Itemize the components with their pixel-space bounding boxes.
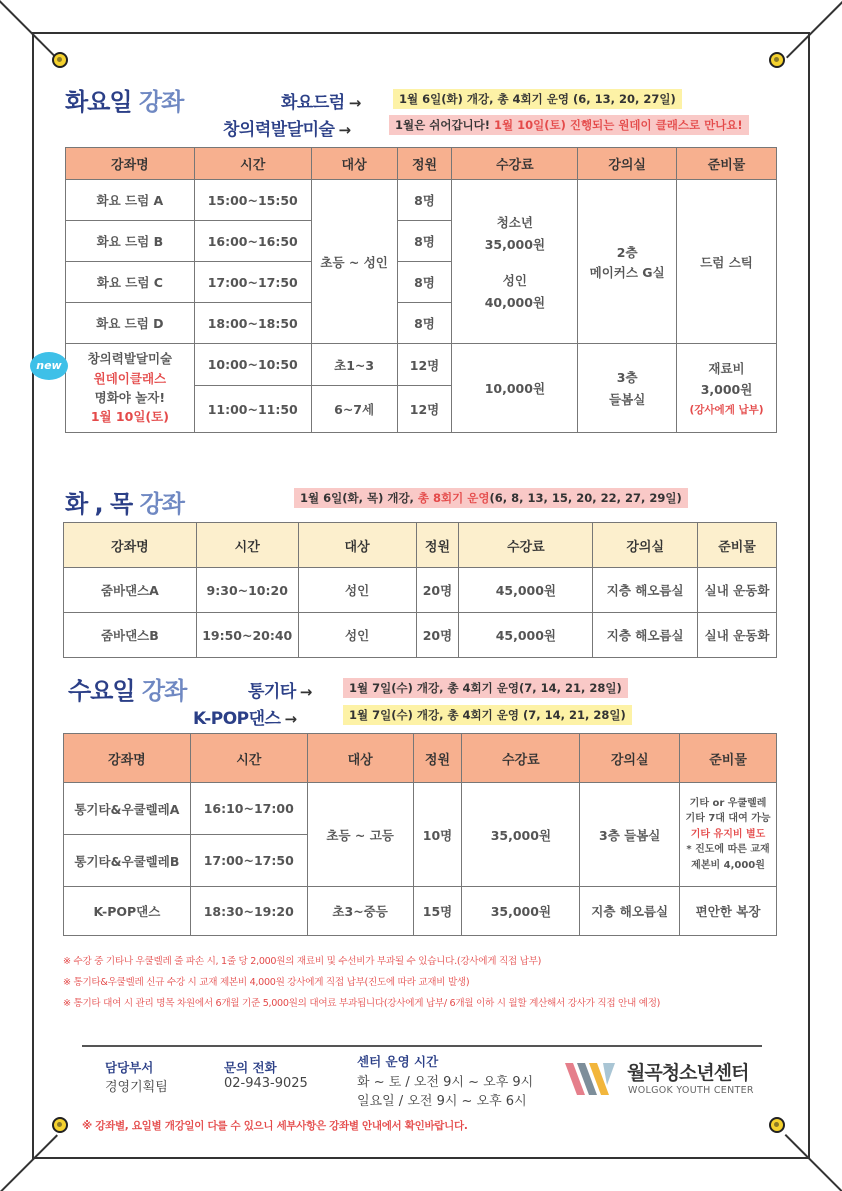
bottom-note: ※ 강좌별, 요일별 개강일이 다를 수 있으니 세부사항은 강좌별 안내에서 확인바랍니다.	[82, 1120, 468, 1132]
course-name: 화요 드럼 B	[66, 221, 195, 262]
title-main: 수요일	[68, 677, 135, 705]
course-supply: 실내 운동화	[698, 568, 777, 613]
tuethu-table	[63, 522, 777, 658]
header-cell: 준비물	[677, 148, 777, 180]
course-name: K-POP댄스	[64, 887, 191, 936]
course-target: 성인	[298, 613, 416, 658]
course-name: 창의력발달미술 원데이클래스 명화야 놀자! 1월 10일(토)	[66, 344, 195, 433]
wednesday-title	[68, 671, 186, 706]
corner-string-bottom-right	[785, 1134, 842, 1191]
header-cell: 강의실	[578, 148, 677, 180]
tuethu-note: 1월 6일(화, 목) 개강, 총 8회기 운영(6, 8, 13, 15, 20, 22, 27, 29일)	[294, 488, 688, 508]
course-fee: 35,000원	[462, 783, 580, 887]
course-time: 17:00~17:50	[190, 835, 307, 887]
dept-label: 담당부서	[105, 1060, 154, 1075]
course-room: 3층 들봄실	[580, 783, 680, 887]
course-fee: 10,000원	[452, 344, 578, 433]
course-target: 초3~중등	[307, 887, 413, 936]
course-capacity: 8명	[397, 180, 452, 221]
pin-icon	[769, 1117, 785, 1133]
center-name-en: WOLGOK YOUTH CENTER	[628, 1085, 754, 1096]
course-supply: 실내 운동화	[698, 613, 777, 658]
course-name: 통기타&우쿨렐레A	[64, 783, 191, 835]
footnote: ※ 통기타&우쿨렐레 신규 수강 시 교재 제본비 4,000원 강사에게 직접 납부(진도에 따라 교재비 발생)	[63, 977, 470, 988]
table-row	[66, 180, 777, 221]
table-row	[64, 783, 777, 835]
hours-label: 센터 운영 시간	[357, 1054, 439, 1069]
course-name: 줌바댄스A	[64, 568, 197, 613]
course-target: 6~7세	[311, 386, 397, 433]
course-time: 10:00~10:50	[194, 344, 311, 386]
corner-string-bottom-left	[0, 1134, 58, 1191]
guitar-label: 통기타 →	[248, 682, 312, 702]
table-row	[64, 613, 777, 658]
pin-icon	[769, 52, 785, 68]
course-capacity: 20명	[416, 613, 459, 658]
art-note: 1월은 쉬어갑니다! 1월 10일(토) 진행되는 원데이 클래스로 만나요!	[389, 115, 749, 135]
course-capacity: 8명	[397, 262, 452, 303]
footnote: ※ 수강 중 기타나 우쿨렐레 줄 파손 시, 1줄 당 2,000원의 재료비 및 수선비가 부과될 수 있습니다.(강사에게 직접 납부)	[63, 956, 542, 967]
phone-value: 02-943-9025	[224, 1076, 308, 1091]
tuethu-title	[65, 484, 184, 519]
title-sub: 강좌	[141, 677, 187, 705]
drum-label: 화요드럼 →	[281, 93, 361, 113]
course-supply: 드럼 스틱	[677, 180, 777, 344]
course-room: 지층 해오름실	[593, 613, 698, 658]
course-time: 18:00~18:50	[194, 303, 311, 344]
corner-string-top-left	[0, 0, 57, 58]
course-time: 11:00~11:50	[194, 386, 311, 433]
pin-icon	[52, 52, 68, 68]
header-cell: 강좌명	[64, 523, 197, 568]
course-target: 초등 ~ 성인	[311, 180, 397, 344]
corner-string-top-right	[786, 0, 842, 58]
table-header-row	[66, 148, 777, 180]
arrow-right-icon: →	[348, 94, 361, 112]
course-time: 18:30~19:20	[190, 887, 307, 936]
header-cell: 강좌명	[66, 148, 195, 180]
table-header-row	[64, 523, 777, 568]
center-logo-icon	[563, 1057, 617, 1099]
header-cell: 정원	[416, 523, 459, 568]
course-target: 초등 ~ 고등	[307, 783, 413, 887]
course-fee: 청소년 35,000원 성인 40,000원	[452, 180, 578, 344]
header-cell: 시간	[194, 148, 311, 180]
header-cell: 준비물	[698, 523, 777, 568]
course-time: 19:50~20:40	[196, 613, 298, 658]
course-room: 지층 해오름실	[580, 887, 680, 936]
drum-note: 1월 6일(화) 개강, 총 4회기 운영 (6, 13, 20, 27일)	[393, 89, 682, 109]
header-cell: 강의실	[593, 523, 698, 568]
header-cell: 대상	[298, 523, 416, 568]
header-cell: 강좌명	[64, 734, 191, 783]
header-cell: 시간	[190, 734, 307, 783]
course-capacity: 8명	[397, 221, 452, 262]
course-name: 화요 드럼 C	[66, 262, 195, 303]
title-sub: 강좌	[138, 88, 184, 116]
tuesday-title	[65, 82, 183, 117]
header-cell: 대상	[311, 148, 397, 180]
header-cell: 수강료	[459, 523, 593, 568]
course-name: 화요 드럼 D	[66, 303, 195, 344]
course-capacity: 8명	[397, 303, 452, 344]
course-capacity: 20명	[416, 568, 459, 613]
course-name: 화요 드럼 A	[66, 180, 195, 221]
new-badge: new	[30, 352, 68, 380]
footnote: ※ 통기타 대여 시 관리 명목 차원에서 6개월 기준 5,000원의 대여료 부과됩니다(강사에게 납부/ 6개월 이하 시 월할 계산해서 강사가 직접 안내 예정)	[63, 998, 661, 1009]
course-time: 16:10~17:00	[190, 783, 307, 835]
course-time: 17:00~17:50	[194, 262, 311, 303]
header-cell: 수강료	[462, 734, 580, 783]
dept-value: 경영기획팀	[105, 1080, 168, 1095]
guitar-note: 1월 7일(수) 개강, 총 4회기 운영(7, 14, 21, 28일)	[343, 678, 628, 698]
hours-sunday: 일요일 / 오전 9시 ~ 오후 6시	[357, 1094, 527, 1109]
header-cell: 준비물	[680, 734, 777, 783]
header-cell: 정원	[397, 148, 452, 180]
table-row	[64, 568, 777, 613]
tuesday-table	[65, 147, 777, 433]
course-capacity: 10명	[413, 783, 462, 887]
hours-weekday: 화 ~ 토 / 오전 9시 ~ 오후 9시	[357, 1075, 534, 1090]
course-room: 2층 메이커스 G실	[578, 180, 677, 344]
title-sub: 강좌	[139, 490, 184, 518]
arrow-right-icon: →	[284, 710, 297, 728]
header-cell: 강의실	[580, 734, 680, 783]
course-supply: 기타 or 우쿨렐레 기타 7대 대여 가능 기타 유지비 별도 * 진도에 따른 교재 제본비 4,000원	[680, 783, 777, 887]
course-name: 통기타&우쿨렐레B	[64, 835, 191, 887]
course-capacity: 15명	[413, 887, 462, 936]
course-time: 9:30~10:20	[196, 568, 298, 613]
course-capacity: 12명	[397, 386, 452, 433]
course-supply: 재료비 3,000원 (강사에게 납부)	[677, 344, 777, 433]
arrow-right-icon: →	[338, 121, 351, 139]
course-target: 성인	[298, 568, 416, 613]
course-time: 16:00~16:50	[194, 221, 311, 262]
pin-icon	[52, 1117, 68, 1133]
course-room: 3층 들봄실	[578, 344, 677, 433]
course-supply: 편안한 복장	[680, 887, 777, 936]
kpop-label: K-POP댄스 →	[193, 709, 297, 729]
course-fee: 45,000원	[459, 568, 593, 613]
wednesday-table	[63, 733, 777, 936]
course-fee: 35,000원	[462, 887, 580, 936]
arrow-right-icon: →	[299, 683, 312, 701]
title-main: 화요일	[65, 88, 132, 116]
phone-label: 문의 전화	[224, 1060, 277, 1075]
center-name: 월곡청소년센터	[627, 1062, 749, 1084]
art-label: 창의력발달미술 →	[223, 120, 351, 140]
footnotes	[63, 951, 660, 1014]
header-cell: 수강료	[452, 148, 578, 180]
course-room: 지층 해오름실	[593, 568, 698, 613]
title-main: 화 , 목	[65, 490, 133, 518]
header-cell: 시간	[196, 523, 298, 568]
header-cell: 대상	[307, 734, 413, 783]
course-name: 줌바댄스B	[64, 613, 197, 658]
table-header-row	[64, 734, 777, 783]
table-row	[64, 887, 777, 936]
course-target: 초1~3	[311, 344, 397, 386]
table-row	[66, 344, 777, 386]
kpop-note: 1월 7일(수) 개강, 총 4회기 운영 (7, 14, 21, 28일)	[343, 705, 632, 725]
header-cell: 정원	[413, 734, 462, 783]
course-time: 15:00~15:50	[194, 180, 311, 221]
course-fee: 45,000원	[459, 613, 593, 658]
course-capacity: 12명	[397, 344, 452, 386]
divider	[82, 1045, 762, 1047]
